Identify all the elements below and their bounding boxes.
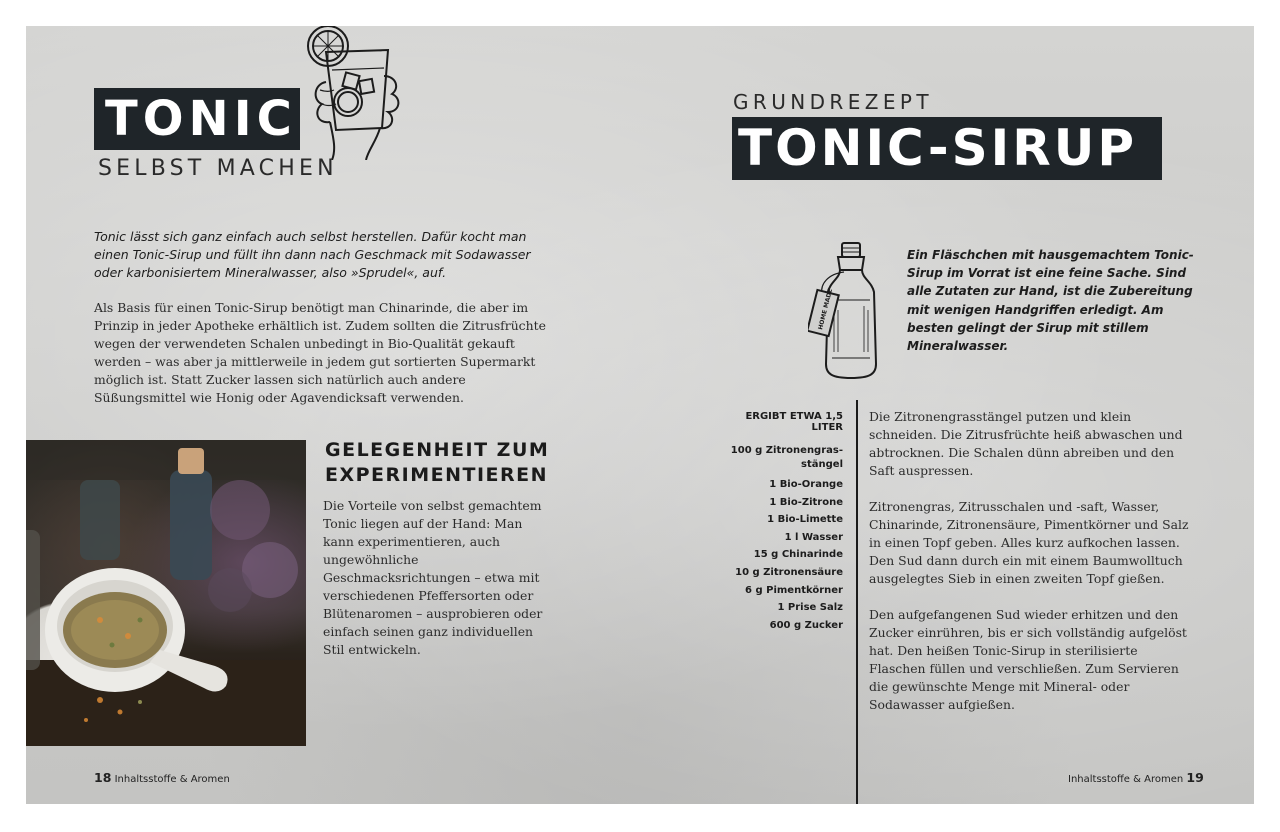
left-subtitle: SELBST MACHEN (98, 156, 338, 181)
right-footer (1068, 770, 1204, 785)
ingredient-item: 1 Bio-Limette (767, 514, 843, 526)
recipe-step-3: Den aufgefangenen Sud wieder erhitzen und den Zucker einrühren, bis er sich vollständig aufgelöst hat. Den heißen Tonic-Sirup in sterilisierte Flaschen füllen und verschließen. Zum Servieren die gewünschte Menge mit Mineral- oder Sodawasser aufgießen. (869, 607, 1187, 712)
ingredient-item: 1 Bio-Orange (769, 479, 843, 490)
section-heading (325, 438, 565, 488)
ingredient-list (716, 444, 843, 634)
ingredient-item: 600 g Zucker (769, 619, 843, 631)
yield-label: ERGIBT ETWA 1,5 LITER (745, 411, 843, 433)
recipe-step-1: Die Zitronengrasstängel putzen und klein schneiden. Die Zitrusfrüchte heiß abwaschen und abtrocknen. Die Schalen dünn abreiben und den Saft auspressen. (869, 409, 1183, 478)
bottle-icon (808, 240, 890, 382)
right-overline: GRUNDREZEPT (733, 90, 933, 114)
ingredient-item: 1 Bio-Zitrone (769, 496, 843, 508)
bottle-tag-text: HOME MADE (817, 288, 835, 331)
section-body: Die Vorteile von selbst gemachtem Tonic liegen auf der Hand: Man kann experimentieren, auch ungewöhnliche Geschmacksrichtungen – etwa mit verschiedenen Pfeffersorten oder Blütenaromen – ausprobieren oder einfach seinen ganz individuellen Stil entwickeln. (323, 498, 543, 657)
book-spread (26, 26, 1254, 804)
ingredient-item: 15 g Chinarinde (753, 549, 843, 561)
ingredient-item: 100 g Zitronengras- (730, 445, 843, 456)
left-page-number: 18 (94, 770, 112, 785)
recipe-step-2: Zitronengras, Zitrusschalen und -saft, Wasser, Chinarinde, Zitronensäure, Pimentkörner und Salz in einen Topf geben. Alles kurz aufkochen lassen. Den Sud dann durch ein mit einem Baumwolltuch ausgelegtes Sieb in einen zweiten Topf gießen. (869, 499, 1189, 586)
right-page-number: 19 (1186, 770, 1204, 785)
left-title: TONIC (94, 88, 300, 150)
section-heading-line2: EXPERIMENTIEREN (325, 464, 549, 486)
left-body: Als Basis für einen Tonic-Sirup benötigt man Chinarinde, die aber im Prinzip in jeder Apotheke erhältlich ist. Zudem sollten die Zitrusfrüchte wegen der verwendeten Schalen unbedingt in Bio-Qualität gekauft werden – was aber ja mittlerweile in jedem gut sortierten Supermarkt möglich ist. Statt Zucker lassen sich natürlich auch andere Süßungsmittel wie Honig oder Agavendicksaft verwenden. (94, 300, 546, 405)
right-intro: Ein Fläschchen mit hausgemachtem Tonic-Sirup im Vorrat ist eine feine Sache. Sind alle Zutaten zur Hand, ist die Zubereitung mit wenigen Handgriffen erledigt. Am besten gelingt der Sirup mit stillem Mineralwasser. (907, 248, 1194, 354)
column-divider (856, 400, 858, 804)
ingredient-item: 1 l Wasser (784, 531, 843, 543)
recipe-steps (869, 408, 1191, 714)
herbs-mortar-photo (26, 440, 306, 746)
hand-glass-icon (296, 26, 421, 160)
ingredient-item: 1 Prise Salz (777, 602, 843, 614)
right-title: TONIC-SIRUP (732, 117, 1162, 180)
ingredient-item: 6 g Pimentkörner (745, 584, 843, 596)
left-footer (94, 770, 230, 785)
ingredient-item: 10 g Zitronensäure (735, 566, 843, 578)
left-running-footer: Inhaltsstoffe & Aromen (114, 774, 230, 785)
herbs-mortar-image (26, 440, 306, 746)
ingredient-item: stängel (801, 459, 843, 470)
left-intro: Tonic lässt sich ganz einfach auch selbst herstellen. Dafür kocht man einen Tonic-Sirup und füllt ihn dann nach Geschmack mit Sodawasser oder karbonisiertem Mineralwasser, also »Sprudel«, auf. (94, 229, 531, 280)
right-running-footer: Inhaltsstoffe & Aromen (1068, 774, 1184, 785)
section-heading-line1: GELEGENHEIT ZUM (325, 439, 550, 461)
